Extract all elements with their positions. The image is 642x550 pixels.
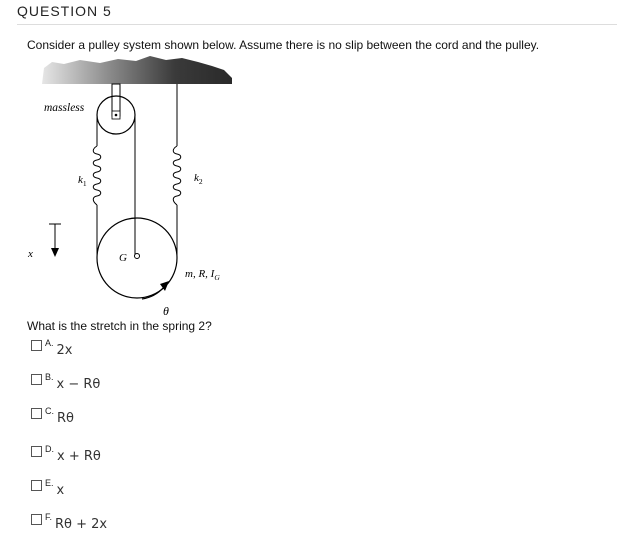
option-a-checkbox[interactable] — [31, 340, 42, 351]
spring-k1 — [93, 146, 101, 205]
x-label: x — [28, 248, 33, 260]
question-title: QUESTION 5 — [17, 3, 112, 19]
option-a-letter: A. — [45, 338, 54, 348]
option-e-checkbox[interactable] — [31, 480, 42, 491]
option-d-answer: x + Rθ — [57, 449, 101, 464]
option-d-letter: D. — [45, 444, 54, 454]
option-e-letter: E. — [45, 478, 54, 488]
option-b-checkbox[interactable] — [31, 374, 42, 385]
option-d[interactable] — [31, 444, 101, 464]
option-c-letter: C. — [45, 406, 54, 416]
k1-label: $k_1$ — [78, 174, 87, 188]
option-f-checkbox[interactable] — [31, 514, 42, 525]
option-e-answer: x — [56, 483, 65, 498]
spring-k2 — [173, 146, 181, 205]
option-b[interactable] — [31, 372, 100, 392]
option-a[interactable] — [31, 338, 72, 358]
sub-question: What is the stretch in the spring 2? — [27, 319, 212, 333]
title-divider — [17, 24, 617, 25]
k2-label: $k_2$ — [194, 172, 203, 186]
option-e[interactable] — [31, 478, 64, 498]
mass-label: m, R, $I_G$ — [185, 268, 220, 282]
x-arrow-head — [51, 248, 59, 257]
ceiling-support — [42, 56, 232, 84]
option-a-answer: 2x — [56, 343, 73, 358]
pulley-figure — [22, 52, 242, 322]
center-of-mass-dot — [135, 254, 140, 259]
option-f-letter: F. — [45, 512, 53, 522]
option-b-answer: x − Rθ — [56, 377, 101, 392]
option-c[interactable] — [31, 406, 74, 426]
option-f[interactable] — [31, 512, 107, 532]
massless-label: massless — [44, 102, 85, 114]
g-label: G — [119, 252, 127, 264]
option-b-letter: B. — [45, 372, 54, 382]
option-d-checkbox[interactable] — [31, 446, 42, 457]
option-f-answer: Rθ + 2x — [55, 517, 108, 532]
question-prompt: Consider a pulley system shown below. Assume there is no slip between the cord and the pulley. — [27, 38, 540, 52]
pulley-axle — [115, 114, 118, 117]
option-c-answer: Rθ — [57, 411, 74, 426]
theta-label: θ — [163, 304, 169, 318]
option-c-checkbox[interactable] — [31, 408, 42, 419]
